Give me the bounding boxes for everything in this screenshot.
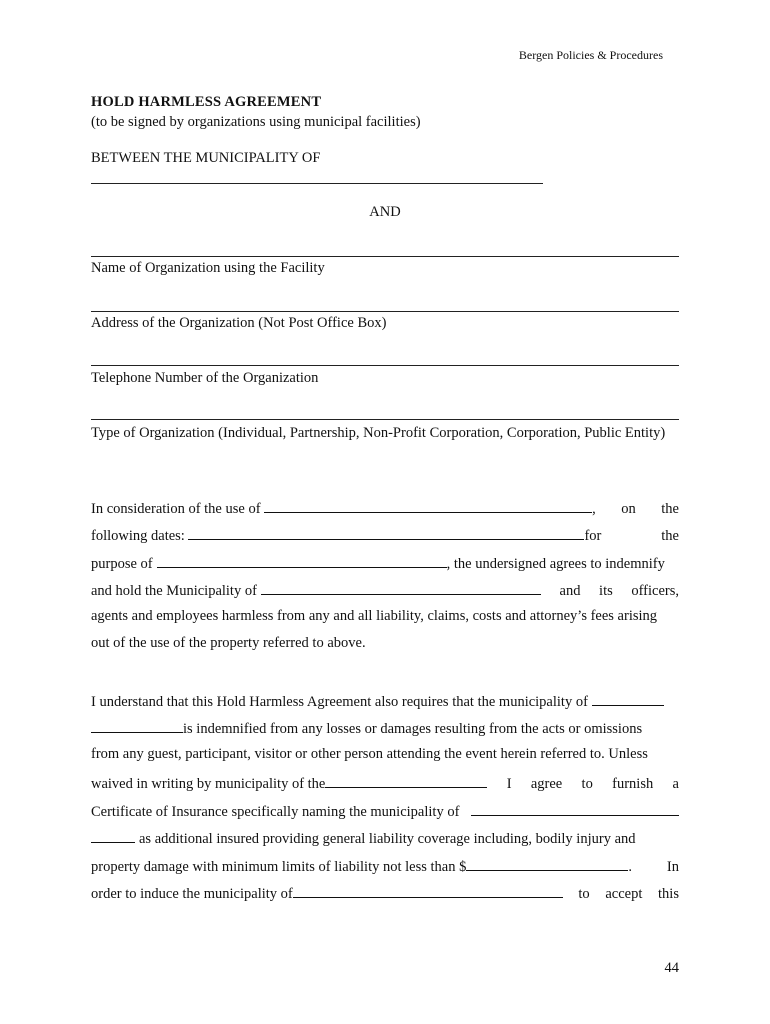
text: I (506, 776, 512, 792)
address-label: Address of the Organization (Not Post Office Box) (91, 315, 387, 331)
running-header: Bergen Policies & Procedures (518, 48, 663, 62)
page-number: 44 (664, 960, 679, 976)
para2-line5 (91, 801, 679, 821)
purpose-blank[interactable] (157, 553, 447, 568)
text: property damage with minimum limits of liability not less than $ (91, 859, 467, 875)
text: accept (605, 886, 643, 902)
text: and hold the Municipality of (91, 583, 257, 599)
text: as additional insured providing general liability coverage including, bodily injury and (139, 831, 636, 847)
org-name-blank-line[interactable] (91, 256, 679, 257)
type-blank-line[interactable] (91, 419, 679, 420)
text: is indemnified from any losses or damages resulting from the acts or omissions (183, 721, 643, 737)
para1-line4 (91, 580, 679, 600)
para2-line7 (91, 856, 679, 876)
municipality-blank[interactable] (325, 773, 487, 788)
para2-line8 (91, 883, 679, 903)
text: , (592, 501, 596, 517)
facility-blank[interactable] (264, 498, 592, 513)
municipality-blank[interactable] (261, 580, 541, 595)
address-blank-line[interactable] (91, 311, 679, 312)
dates-blank[interactable] (188, 525, 584, 540)
text: waived in writing by municipality of the (91, 776, 326, 792)
text: Certificate of Insurance specifically naming the municipality of (91, 804, 460, 820)
para1-line3 (91, 553, 679, 573)
text: . (628, 859, 632, 875)
para2-line2 (91, 718, 679, 738)
text: officers, (631, 583, 679, 599)
para1-line5: agents and employees harmless from any and all liability, claims, costs and attorney’s fees arising (91, 608, 658, 624)
text: to (581, 776, 593, 792)
municipality-blank[interactable] (293, 883, 563, 898)
municipality-blank-line[interactable] (91, 183, 543, 184)
document-subtitle: (to be signed by organizations using municipal facilities) (91, 114, 421, 130)
text: to (578, 886, 590, 902)
text: In (666, 859, 679, 875)
para2-line6 (91, 828, 679, 848)
para2-line4 (91, 773, 679, 793)
text: order to induce the municipality of (91, 886, 293, 902)
text: purpose of (91, 556, 153, 572)
text: and (559, 583, 581, 599)
phone-blank-line[interactable] (91, 365, 679, 366)
para1-line2 (91, 525, 679, 545)
text: I understand that this Hold Harmless Agreement also requires that the municipality of (91, 694, 588, 710)
org-type-label: Type of Organization (Individual, Partnership, Non-Profit Corporation, Corporation, Public Entity) (91, 425, 666, 441)
para1-line6: out of the use of the property referred to above. (91, 635, 366, 651)
text: the (661, 501, 679, 517)
text: on (621, 501, 636, 517)
municipality-blank[interactable] (592, 691, 664, 706)
text: furnish (612, 776, 654, 792)
liability-limit-blank[interactable] (466, 856, 628, 871)
text: agree (530, 776, 563, 792)
para2-line3: from any guest, participant, visitor or other person attending the event herein referred to. Unless (91, 746, 648, 762)
between-label: BETWEEN THE MUNICIPALITY OF (91, 150, 321, 166)
municipality-blank[interactable] (91, 718, 183, 733)
document-title: HOLD HARMLESS AGREEMENT (91, 94, 322, 110)
text: a (672, 776, 679, 792)
text: In consideration of the use of (91, 501, 261, 517)
text: this (658, 886, 679, 902)
municipality-blank[interactable] (471, 801, 679, 816)
text: the (661, 528, 679, 544)
and-label: AND (369, 204, 401, 220)
org-name-label: Name of Organization using the Facility (91, 260, 325, 276)
text: for (584, 528, 602, 544)
phone-label: Telephone Number of the Organization (91, 370, 319, 386)
para2-line1 (91, 691, 679, 711)
municipality-blank[interactable] (91, 828, 135, 843)
text: following dates: (91, 528, 185, 544)
para1-line1 (91, 498, 679, 518)
text: its (599, 583, 613, 599)
text: , the undersigned agrees to indemnify (446, 556, 665, 572)
